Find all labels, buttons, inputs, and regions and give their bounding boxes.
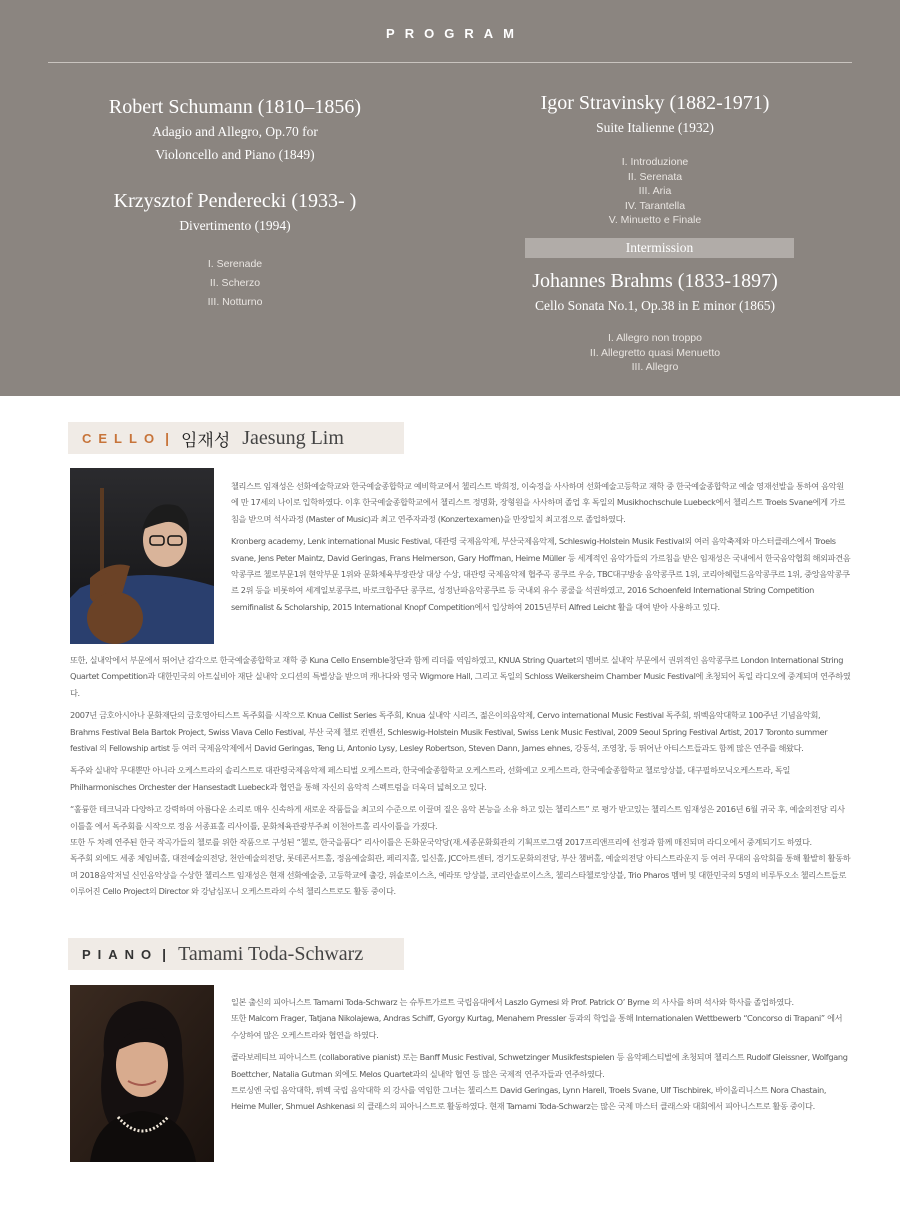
artist-name-korean: 임재성 bbox=[180, 430, 231, 451]
movement: I. Allegro non troppo bbox=[608, 332, 702, 344]
bio-paragraph: 독주와 실내악 무대뿐만 아니라 오케스트라의 솔리스트로 대관령국제음악제 페스티벌 오케스트라, 한국예술종합학교 오케스트라, 선화예고 오케스트라, 한국예술종합학교 첼로앙상블, 대구필하모닉오케스트라, 독일 Philharmonisches Orchester der Hansestadt Luebeck과 협연을 통해 자신의 음악적 스펙트럼을 더욱더 넓혀오고 있다. bbox=[70, 765, 791, 792]
artist-role: CELLO bbox=[82, 430, 162, 446]
bio-paragraph: Kronberg academy, Lenk international Music Festival, 대관령 국제음악제, 부산국제음악제, Schleswig-Holstein Musik Festival외 여러 음악축제와 마스터클래스에서 Troels svane, Jens Peter Maintz, David Geringas, Frans Helmerson, Gary Hoffman, Heime Müller 등 세계적인 음악가들의 가르침을 받은 임재성은 국내에서 한국음악협회 해외파견음악콩쿠르 첼로부문1위 현악부문 1위와 문화체육부장관상 대상 수상, 대관령 국제음악제 협주곡 콩쿠르 우승, TBC대구방송 음악콩쿠르 1위, 코리아헤럴드음악콩쿠르 1위, 중앙음악콩쿠르 2위 등을 비롯하여 세계일보콩쿠르, 바로크합주단 콩쿠르, 성정난파음악콩쿠르 등 국내외 유수 콩쿨을 석권하였고, 2016 Schoenfeld International String Competition semifinalist & Scholarship, 2015 International Knopf Competition에서 입상하여 2015년부터 Alfred Leicht 활을 대여 받아 사용하고 있다. bbox=[231, 536, 851, 612]
pianist-biography bbox=[231, 994, 851, 1121]
program-item-schumann bbox=[80, 94, 390, 166]
composer-name: Johannes Brahms (1833-1897) bbox=[532, 270, 778, 292]
cello-artist-header bbox=[68, 422, 404, 454]
program-item-stravinsky bbox=[500, 90, 810, 228]
bio-paragraph: 콜라보레티브 피아니스트 (collaborative pianist) 로는 Banff Music Festival, Schwetzinger Musikfestspielen 등 음악페스티벌에 초청되며 첼리스트 Rudolf Gleissner, Wolfgang Boettcher, Natalia Gutman 외에도 Melos Quartet과의 실내악 협연 등 많은 국제적 연주자들과 연주하였다. bbox=[231, 1052, 848, 1079]
bio-paragraph: 또한 Malcom Frager, Tatjana Nikolajewa, Andras Schiff, Gyorgy Kurtag, Menahem Pressler 등과의 학업을 통해 Internationalen Wettbewerb “Concorso di Trapani” 에서 수상하여 많은 오케스트라와 협연을 하였다. bbox=[231, 1013, 843, 1040]
intermission-banner: Intermission bbox=[525, 238, 794, 258]
movement-list bbox=[80, 255, 390, 312]
movement-list bbox=[500, 155, 810, 228]
work-title: Cello Sonata No.1, Op.38 in E minor (1865) bbox=[535, 298, 775, 313]
pianist-portrait-photo bbox=[70, 985, 214, 1162]
program-section bbox=[0, 0, 900, 396]
composer-name: Igor Stravinsky (1882-1971) bbox=[540, 92, 770, 114]
header-separator: | bbox=[165, 430, 169, 446]
movement: I. Introduzione bbox=[621, 156, 689, 168]
bio-paragraph: 또한 두 차례 연주된 한국 작곡가들의 첼로를 위한 작품으로 구성된 “첼로, 한국을품다” 리사이틀은 돈화문국악당(재.세종문화회관의 기획프로그램 2017프리앤프리에 선정과 함께 매진되며 라디오에서 중계되기도 하였다. bbox=[70, 837, 812, 848]
piano-artist-header bbox=[68, 938, 404, 970]
artist-name: Jaesung Lim bbox=[242, 426, 344, 449]
program-divider bbox=[48, 62, 852, 63]
program-title: PROGRAM bbox=[386, 26, 524, 41]
movement: I. Serenade bbox=[207, 258, 263, 270]
bio-paragraph: 첼리스트 임재성은 선화예술학교와 한국예술종합학교 예비학교에서 첼리스트 박희정, 이숙정을 사사하며 선화예술고등학교 재학 중 한국예술종합학교 예술 영재선발을 통하여 음악원에 만 17세의 나이로 입학하였다. 이후 한국예술종합학교에서 첼리스트 정명화, 장형원을 사사하며 졸업 후 독일의 Musikhochschule Luebeck에서 첼리스트 Troels Svane에게 가르침을 받으며 석사과정 (Master of Music)과 최고 연주자과정 (Konzertexamen)을 만장일치 최고점으로 졸업하였다. bbox=[231, 481, 846, 524]
work-title: Violoncello and Piano (1849) bbox=[155, 147, 315, 162]
cellist-biography-bottom bbox=[70, 652, 851, 900]
composer-name: Krzysztof Penderecki (1933- ) bbox=[113, 190, 357, 212]
header-separator: | bbox=[162, 946, 167, 962]
movement-list bbox=[500, 331, 810, 375]
program-item-brahms bbox=[500, 268, 810, 375]
program-item-penderecki bbox=[80, 188, 390, 312]
bio-paragraph: 또한, 실내악에서 부문에서 뛰어난 감각으로 한국예술종합학교 재학 중 Kuna Cello Ensemble창단과 함께 리더를 역임하였고, KNUA String Quartet의 멤버로 실내악 부문에서 권위적인 음악콩쿠르 London International String Quartet Competition과 대한민국의 아트실비아 재단 실내악 오디션의 특별상을 받으며 캐나다와 영국 Wigmore Hall, 그리고 독일의 Schloss Weikersheim Chamber Music Festival에 초청되어 독일 라디오에 중계되며 연주하였다. bbox=[70, 655, 851, 698]
composer-name: Robert Schumann (1810–1856) bbox=[108, 96, 362, 118]
movement: II. Serenata bbox=[627, 170, 683, 183]
work-title: Divertimento (1994) bbox=[179, 218, 291, 233]
movement: II. Scherzo bbox=[209, 277, 261, 289]
movement: III. Aria bbox=[638, 185, 672, 198]
movement: III. Allegro bbox=[631, 361, 679, 374]
bio-paragraph: 2007년 금호아시아나 문화재단의 금호영아티스트 독주회를 시작으로 Knua Cellist Series 독주회, Knua 실내악 시리즈, 젊은이의음악제, Cervo international Music Festival 독주회, 뤼벡음악대학교 100주년 기념음악회, Brahms Festival Bela Bartok Project, Swiss Viava Cello Festival, 부산 국제 첼로 컨벤션, Schleswig-Holstein Musik Festival, Swiss Lenk Music Festival, 2009 Seoul Spring Festival Artist, 2017 Toronto summer festival 의 Fellowship artist 등 여러 국제음악제에서 David Geringas, Teng Li, Antonio Lysy, Lesley Robertson, Steven Dann, James ehnes, 강동석, 조영창, 등 뛰어난 아티스트들과도 함께 많은 연주를 해왔다. bbox=[70, 710, 828, 754]
bio-paragraph: “훌륭한 테크닉과 다양하고 강력하며 아름다운 소리로 매우 신속하게 새로운 작품들을 최고의 수준으로 이끌며 짙은 음악 본능을 소유 하고 있는 첼리스트” 로 평가 받고있는 첼리스트 임재성은 2016년 6월 귀국 후, 예술의전당 리사이틀홀 에서 독주회를 시작으로 정음 서종표홀 리사이틀, 문화체육관광부주최 이천아트홀 리사이틀을 가졌다. bbox=[70, 804, 845, 831]
bio-paragraph: 독주회 외에도 세종 체임버홀, 대전예술의전당, 천안예술의전당, 롯데콘서트홀, 정음예술회관, 페리지홀, 일신홀, JCC아트센터, 경기도문화의전당, 부산 챔버홀, 예술의전당 아티스트라운지 등 여러 무대의 음악회를 통해 활발히 활동하며 2018음악저널 신인음악상을 수상한 첼리스트 임재성은 현재 선화예술중, 고등학교에 출강, 위솔로이스츠, 예라또 앙상블, 코리안솔로이스츠, 첼리스타첼로앙상블, Trio Pharos 멤버 및 대한민국의 5명의 비루투오소 첼리스트들로 이루어진 Cello Project의 Director 와 강남심포니 오케스트라의 수석 첼리스트로도 활동 중이다. bbox=[70, 853, 851, 897]
artist-role: PIANO bbox=[82, 946, 159, 962]
movement: V. Minuetto e Finale bbox=[608, 214, 702, 227]
work-title: Adagio and Allegro, Op.70 for bbox=[152, 124, 318, 139]
bio-paragraph: 일본 출신의 피아니스트 Tamami Toda-Schwarz 는 슈투트가르트 국립음대에서 Laszlo Gymesi 와 Prof. Patrick O’ Byrne 의 사사를 하며 석사와 학사를 졸업하였다. bbox=[231, 997, 794, 1007]
cellist-portrait-photo bbox=[70, 468, 214, 644]
work-title: Suite Italienne (1932) bbox=[596, 120, 714, 135]
artist-name: Tamami Toda-Schwarz bbox=[178, 942, 364, 965]
cellist-biography-top bbox=[231, 478, 851, 621]
movement: III. Notturno bbox=[207, 296, 263, 308]
movement: II. Allegretto quasi Menuetto bbox=[589, 346, 721, 359]
bio-paragraph: 트로싱엔 국립 음악대학, 뤼벡 국립 음악대학 의 강사를 역임한 그녀는 첼리스트 David Geringas, Lynn Harell, Troels Svane, Ulf Tischbirek, 바이올리니스트 Nora Chastain, Heime Muller, Shmuel Ashkenasi 의 클래스의 피아니스트로 활동하였다. 현재 Tamami Toda-Schwarz는 많은 국제 마스터 클래스와 대회에서 피아니스트로 활동 중이다. bbox=[231, 1085, 827, 1112]
program-left-column bbox=[80, 94, 390, 312]
movement: IV. Tarantella bbox=[624, 199, 686, 212]
